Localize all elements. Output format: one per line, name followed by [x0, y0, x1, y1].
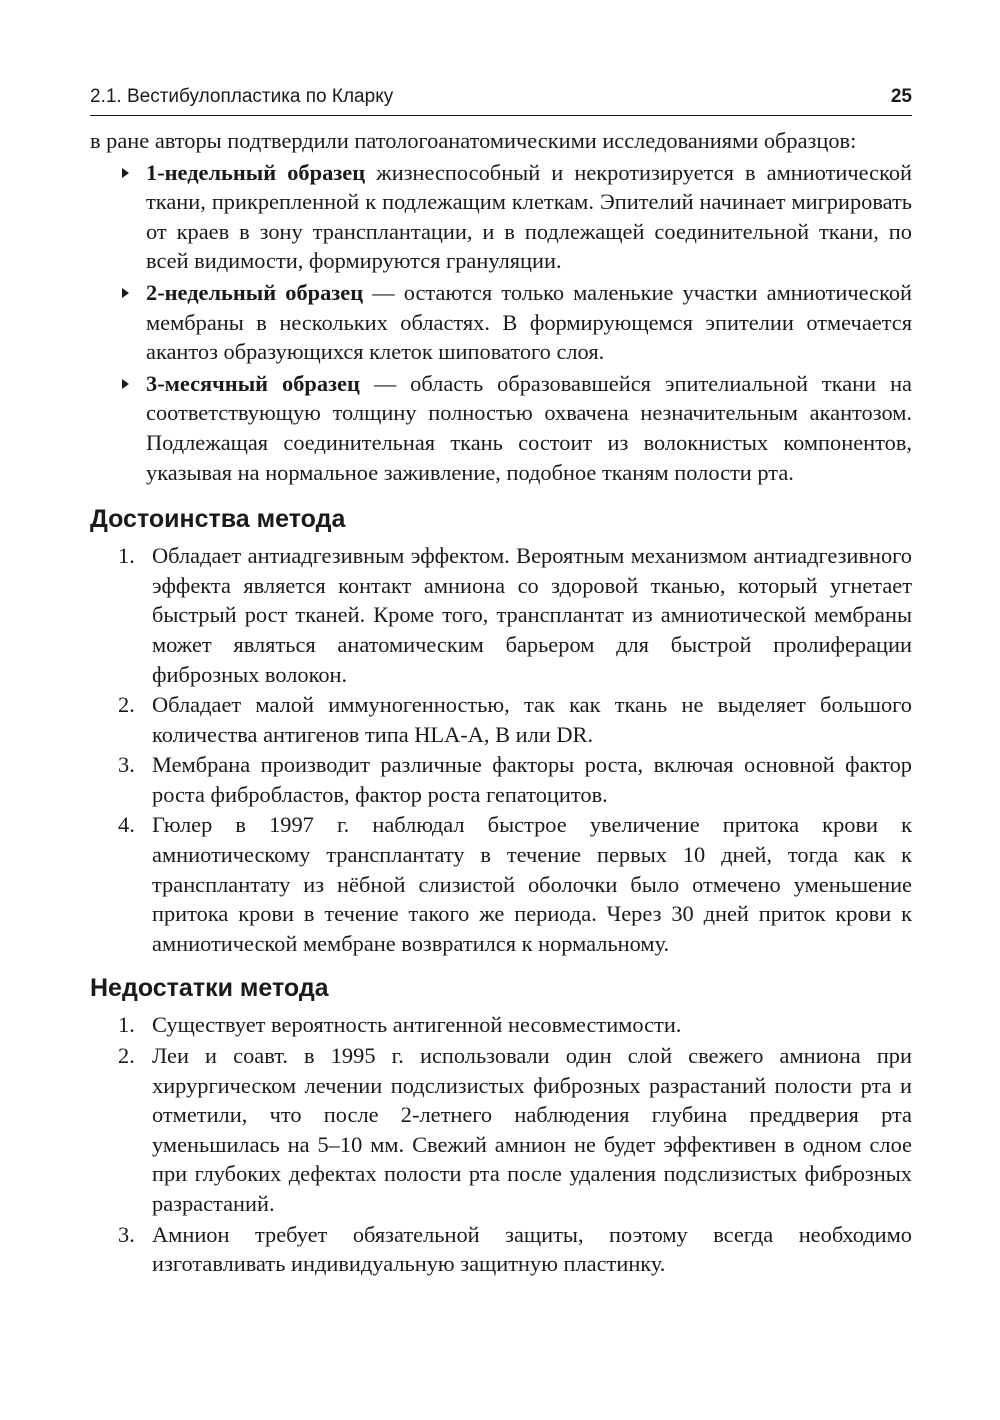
list-number: 1.: [118, 1012, 135, 1038]
list-item-text: Амнион требует обязательной защиты, поэтому всегда необходимо изготавливать индивидуальную защитную пластинку.: [152, 1221, 912, 1277]
running-header: [90, 84, 912, 116]
list-item: [118, 810, 912, 958]
list-item-text: Обладает антиадгезивным эффектом. Вероятным механизмом антиадгезивного эффекта является контакт амниона со здоровой тканью, который угнетает быстрый рост тканей. Кроме того, трансплантат из амниотической мембраны может являться анатомическим барьером для быстрой пролиферации фиброзных волокон.: [152, 543, 912, 687]
list-item: [146, 158, 912, 276]
list-item: [118, 1041, 912, 1219]
triangle-bullet-icon: [122, 168, 129, 178]
advantages-list: [90, 541, 912, 958]
list-item-text: Леи и соавт. в 1995 г. использовали один слой свежего амниона при хирургическом лечении подслизистых фиброзных разрастаний полости рта и отметили, что после 2-летнего наблюдения глубина преддверия рта уменьшилась на 5–10 мм. Свежий амнион не будет эффективен в одном слое при глубоких дефектах полости рта после удаления подслизистых фиброзных разрастаний.: [152, 1043, 912, 1216]
list-number: 2.: [118, 1043, 135, 1069]
advantages-heading: Достоинства метода: [90, 505, 346, 534]
disadvantages-list: [90, 1010, 912, 1278]
book-page: [90, 84, 912, 1280]
list-number: 4.: [118, 812, 135, 838]
list-item: [118, 1220, 912, 1279]
list-item-text: жизнеспособный и некротизируется в амниотической ткани, прикрепленной к подлежащим клеткам. Эпителий начинает мигрировать от краев в зону трансплантации, и в подлежащей соединительной ткани, по всей видимости, формируются грануляции.: [146, 159, 913, 274]
triangle-bullet-icon: [122, 379, 129, 389]
list-item-term: 3-месячный образец: [146, 370, 360, 396]
section-title: 2.1. Вестибулопластика по Кларку: [90, 86, 394, 107]
page-number: 25: [890, 86, 912, 107]
list-item-text: Существует вероятность антигенной несовместимости.: [152, 1012, 682, 1038]
list-item: [146, 369, 912, 487]
list-item-text: — область образовавшейся эпителиальной ткани на соответствующую толщину полностью охвачена незначительным акантозом. Подлежащая соединительная ткань состоит из волокнистых компонентов, указывая на нормальное заживление, подобное тканям полости рта.: [146, 370, 912, 485]
list-number: 2.: [118, 692, 135, 718]
list-number: 1.: [118, 543, 135, 569]
intro-paragraph: в ране авторы подтвердили патологоанатомическими исследованиями образцов:: [90, 128, 857, 153]
list-item-term: 2-недельный образец: [146, 279, 364, 305]
list-item-term: 1-недельный образец: [146, 159, 366, 185]
triangle-bullet-icon: [122, 288, 129, 298]
list-number: 3.: [118, 1221, 135, 1247]
list-item: [118, 690, 912, 749]
list-number: 3.: [118, 752, 135, 778]
list-item: [146, 278, 912, 367]
sample-list: [90, 158, 912, 488]
list-item: [118, 750, 912, 809]
disadvantages-heading: Недостатки метода: [90, 974, 329, 1003]
list-item-text: Обладает малой иммуногенностью, так как ткань не выделяет большого количества антигенов типа HLA-A, B или DR.: [152, 692, 912, 747]
list-item-text: — остаются только маленькие участки амниотической мембраны в нескольких областях. В формирующемся эпителии отмечается акантоз образующихся клеток шиповатого слоя.: [146, 279, 912, 365]
list-item-text: Гюлер в 1997 г. наблюдал быстрое увеличение притока крови к амниотическому трансплантату в течение первых 10 дней, тогда как к трансплантату из нёбной слизистой оболочки было отмечено уменьшение притока крови в течение такого же периода. Через 30 дней приток крови к амниотической мембране возвратился к нормальному.: [152, 812, 912, 956]
body-text: [90, 126, 912, 1279]
list-item: [118, 541, 912, 689]
list-item-text: Мембрана производит различные факторы роста, включая основной фактор роста фибробластов, фактор роста гепатоцитов.: [152, 752, 912, 807]
list-item: [118, 1010, 912, 1040]
